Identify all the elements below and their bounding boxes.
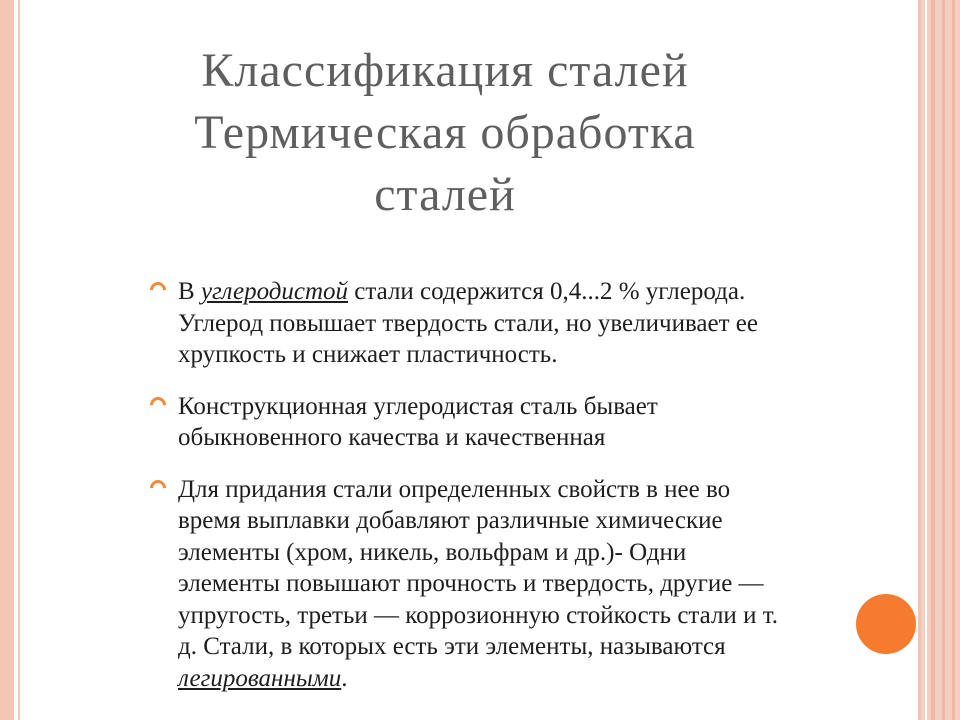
bullet-3-line-4: элементы повышают прочность и твердость, другие — (178, 570, 764, 597)
bullet-2-line-1: Конструкционная углеродистая сталь бывает (178, 392, 658, 420)
bullet-2-line-2: обыкновенного качества и качественная (178, 424, 606, 451)
bullet-item-2 (150, 391, 900, 454)
bullet-1-line-2: Углерод повышает твердость стали, но увеличивает ее (178, 309, 758, 337)
left-decorative-stripe (0, 0, 14, 720)
emphasis-term: углеродистой (200, 278, 349, 305)
bullet-1-line-3: хрупкость и снижает пластичность. (178, 341, 558, 368)
bullet-icon (147, 476, 170, 499)
decorative-circle (856, 594, 916, 654)
bullet-3-line-6: д. Стали, в которых есть эти элементы, называются (178, 633, 726, 660)
title-line-3: сталей (374, 168, 516, 221)
bullet-3-line-3: элементы (хром, никель, вольфрам и др.)- Одни (178, 538, 687, 566)
slide-title (120, 40, 770, 226)
right-decorative-line (952, 0, 955, 720)
title-line-1: Классификация сталей (201, 44, 689, 97)
bullet-icon (147, 279, 170, 302)
left-decorative-line (18, 0, 20, 720)
emphasis-term: легированными (178, 664, 342, 692)
bullet-1-line-1: В углеродистой стали содержится 0,4...2 % углерода. (178, 278, 746, 305)
bullet-item-3 (150, 474, 900, 695)
right-decorative-line (931, 0, 935, 720)
bullet-item-1 (150, 276, 900, 371)
right-decorative-gap (925, 0, 927, 720)
bullet-3-line-2: время выплавки добавляют различные химические (178, 507, 723, 534)
bullet-3-line-5: упругость, третьи — коррозионную стойкость стали и т. (178, 601, 778, 629)
right-decorative-line (918, 0, 921, 720)
bullet-list (150, 276, 900, 714)
bullet-icon (147, 393, 170, 416)
title-line-2: Термическая обработка (194, 106, 696, 159)
right-decorative-line (942, 0, 945, 720)
bullet-3-line-1: Для придания стали определенных свойств в нее во (178, 475, 731, 503)
bullet-3-line-7: легированными. (178, 664, 348, 692)
